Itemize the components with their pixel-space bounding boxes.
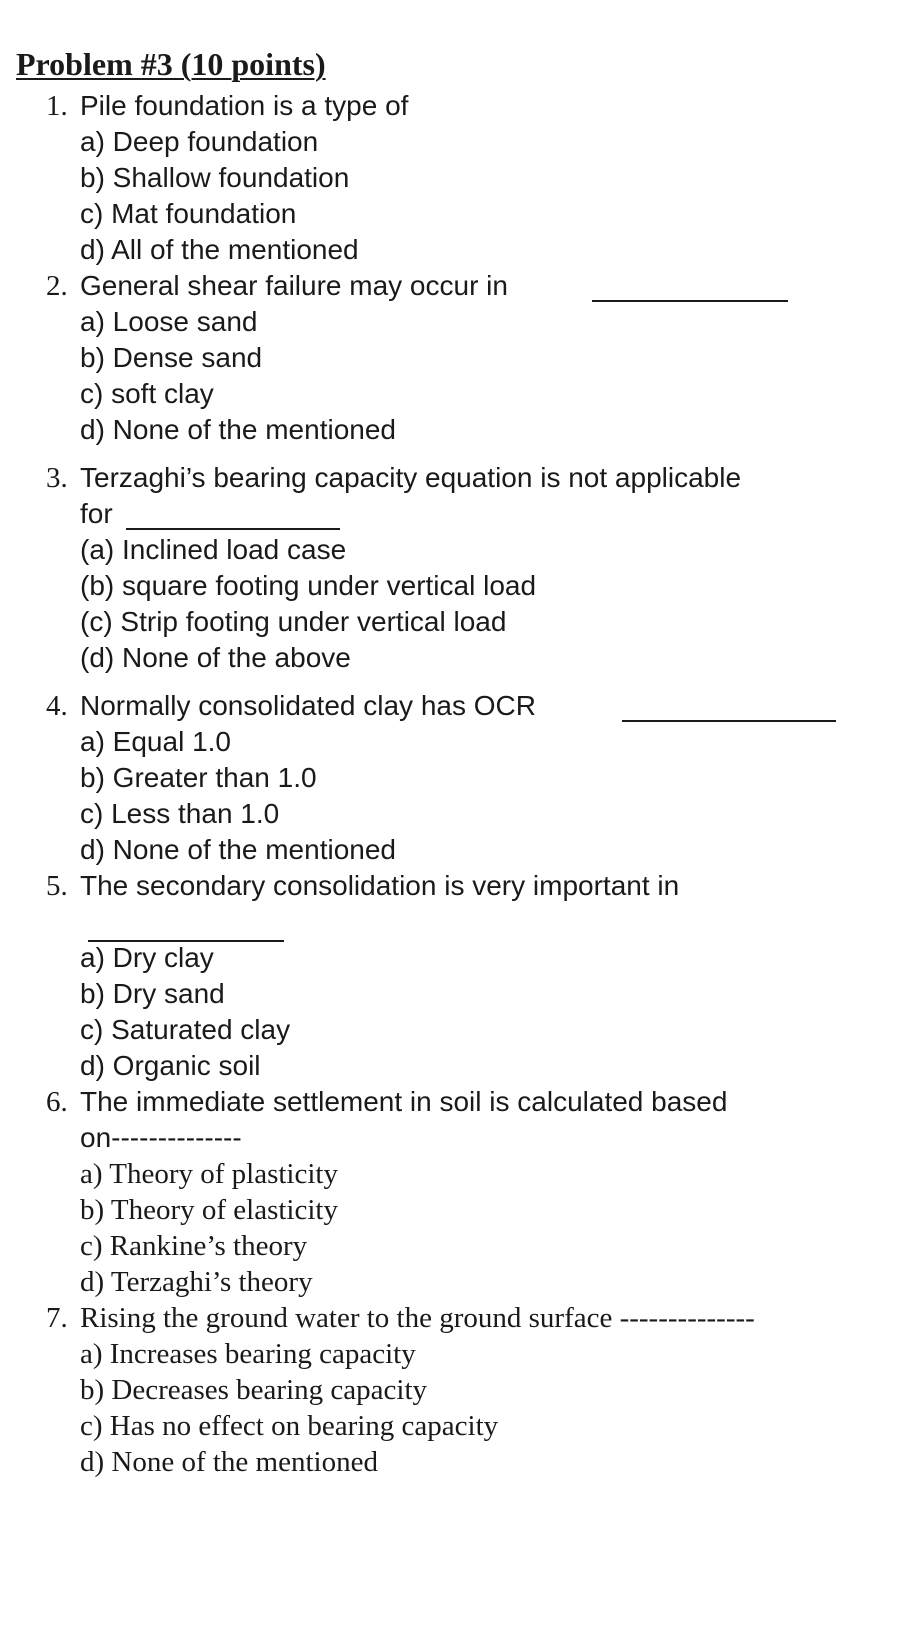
question-4-option-a: a) Equal 1.0 bbox=[80, 726, 231, 757]
question-3-text-continued: for bbox=[80, 498, 113, 529]
question-4-answer-blank bbox=[622, 694, 836, 722]
question-1-option-c: c) Mat foundation bbox=[80, 198, 297, 229]
question-2-option-a: a) Loose sand bbox=[80, 306, 258, 337]
question-4-option-d: d) None of the mentioned bbox=[80, 834, 396, 865]
question-7-option-a: a) Increases bearing capacity bbox=[80, 1338, 416, 1370]
question-1-option-b: b) Shallow foundation bbox=[80, 162, 350, 193]
question-6-text: The immediate settlement in soil is calculated based bbox=[80, 1086, 728, 1117]
question-1-text: Pile foundation is a type of bbox=[80, 90, 409, 121]
question-3-option-d: (d) None of the above bbox=[80, 642, 351, 673]
question-3-option-b: (b) square footing under vertical load bbox=[80, 570, 537, 601]
question-3-option-c: (c) Strip footing under vertical load bbox=[80, 606, 507, 637]
question-7-option-b: b) Decreases bearing capacity bbox=[80, 1374, 427, 1406]
question-4-option-c: c) Less than 1.0 bbox=[80, 798, 280, 829]
question-6-text-continued: on-------------- bbox=[80, 1122, 242, 1153]
question-2-option-b: b) Dense sand bbox=[80, 342, 263, 373]
question-2-option-d: d) None of the mentioned bbox=[80, 414, 396, 445]
question-2-text: General shear failure may occur in bbox=[80, 270, 508, 301]
question-5-answer-blank bbox=[88, 914, 284, 942]
question-2-answer-blank bbox=[592, 274, 788, 302]
question-4-text: Normally consolidated clay has OCR bbox=[80, 690, 536, 721]
problem-title: Problem #3 (10 points) bbox=[16, 46, 326, 82]
question-7-option-c: c) Has no effect on bearing capacity bbox=[80, 1410, 499, 1442]
question-1-option-d: d) All of the mentioned bbox=[80, 234, 359, 265]
question-7-number: 7. bbox=[46, 1302, 68, 1334]
question-6-number: 6. bbox=[46, 1086, 68, 1118]
question-7-text: Rising the ground water to the ground surface -------------- bbox=[80, 1302, 755, 1334]
question-4-number: 4. bbox=[46, 690, 68, 722]
question-6-option-a: a) Theory of plasticity bbox=[80, 1158, 338, 1190]
question-2-number: 2. bbox=[46, 270, 68, 302]
question-1-number: 1. bbox=[46, 90, 68, 122]
question-2-option-c: c) soft clay bbox=[80, 378, 214, 409]
question-5-number: 5. bbox=[46, 870, 68, 902]
question-7-option-d: d) None of the mentioned bbox=[80, 1446, 378, 1478]
question-4-option-b: b) Greater than 1.0 bbox=[80, 762, 317, 793]
question-6-option-d: d) Terzaghi’s theory bbox=[80, 1266, 313, 1298]
question-3-text: Terzaghi’s bearing capacity equation is not applicable bbox=[80, 462, 742, 493]
question-5-option-a: a) Dry clay bbox=[80, 942, 214, 973]
question-5-text: The secondary consolidation is very important in bbox=[80, 870, 680, 901]
question-5-option-b: b) Dry sand bbox=[80, 978, 225, 1009]
question-3-number: 3. bbox=[46, 462, 68, 494]
question-6-option-c: c) Rankine’s theory bbox=[80, 1230, 308, 1262]
question-3-answer-blank bbox=[126, 502, 340, 530]
question-3-option-a: (a) Inclined load case bbox=[80, 534, 347, 565]
question-1-option-a: a) Deep foundation bbox=[80, 126, 319, 157]
question-5-option-d: d) Organic soil bbox=[80, 1050, 261, 1081]
question-5-option-c: c) Saturated clay bbox=[80, 1014, 291, 1045]
question-6-option-b: b) Theory of elasticity bbox=[80, 1194, 338, 1226]
